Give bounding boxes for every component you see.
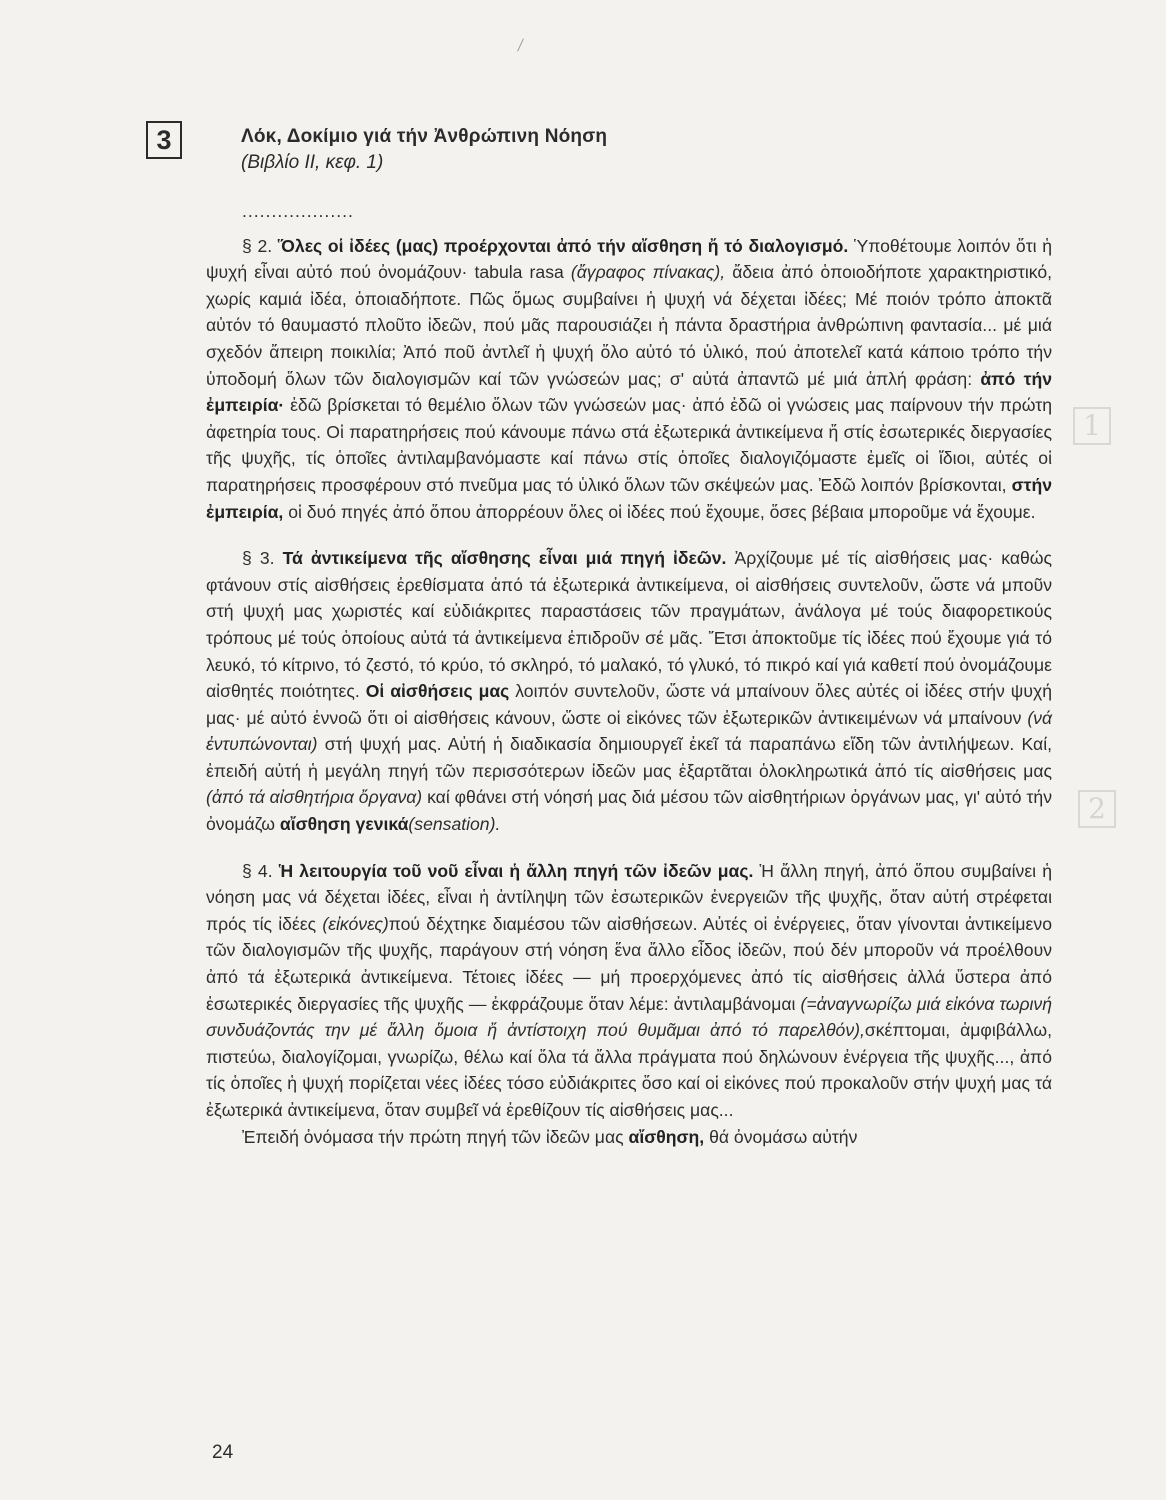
section-4-number: § 4. [242, 860, 273, 881]
section-2: § 2. Ὅλες οἱ ἰδέες (μας) προέρχονται ἀπό τήν αἴσθηση ἤ τό διαλογισμό. Ὑποθέτουμε λοιπόν ὅτι ἡ ψυχή εἶναι αὐτό πού ὀνομάζουν· tabula rasa (ἄγραφος πίνακας), ἄδεια ἀπό ὁποιοδήποτε χαρακτηριστικό, χωρίς καμιά ἰδέα, ὁποιαδήποτε. Πῶς ὅμως συμβαίνει ἡ ψυχή νά δέχεται ἰδέες; Μέ ποιόν τρόπο ἀποκτᾶ αὐτόν τό θαυμαστό πλοῦτο ἰδεῶν, πού μᾶς παρουσιάζει ἡ πάντα δραστήρια ἀνθρώπινη φαντασία... μέ μιά σχεδόν ἄπειρη ποικιλία; Ἀπό ποῦ ἀντλεῖ ἡ ψυχή ὅλο αὐτό τό ὑλικό, πού ἀποτελεῖ κατά κάποιο τρόπο τήν ὑποδομή ὅλων τῶν διαλογισμῶν καί τῶν γνώσεών μας; σ' αὐτά ἀπαντῶ μέ μιά ἁπλή φράση: ἀπό τήν ἐμπειρία· ἐδῶ βρίσκεται τό θεμέλιο ὅλων τῶν γνώσεών μας· ἀπό ἐδῶ οἱ γνώσεις μας παίρνουν τήν πρώτη ἀφετηρία τους. Οἱ παρατηρήσεις πού κάνουμε πάνω στά ἐξωτερικά ἀντικείμενα ἤ στίς ἐσωτερικές διεργασίες τῆς ψυχῆς, τίς ὁποῖες ἀντιλαμβανόμαστε καί πάνω στίς ὁποῖες διαλογιζόμαστε ἐμεῖς οἱ ἴδιοι, αὐτές οἱ παρατηρήσεις προσφέρουν στό πνεῦμα μας τό ὑλικό ὅλων τῶν σκέψεών μας. Ἐδῶ λοιπόν βρίσκονται, στήν ἐμπειρία, οἱ δυό πηγές ἀπό ὅπου ἀπορρέουν ὅλες οἱ ἰδέες πού ἔχουμε, ὅσες βέβαια μποροῦμε νά ἔχουμε. [206, 235, 1053, 522]
chapter-number-box: 3 [146, 121, 182, 159]
margin-mark-1: 1 [1073, 407, 1111, 445]
section-3-heading: Τά ἀντικείμενα τῆς αἴσθησης εἶναι μιά πηγή ἰδεῶν. [282, 548, 727, 569]
closing-paragraph: Ἐπειδή ὀνόμασα τήν πρώτη πηγή τῶν ἰδεῶν μας αἴσθηση, θά ὀνομάσω αὐτήν [242, 1126, 858, 1147]
chapter-heading [241, 124, 607, 176]
section-3-number: § 3. [242, 548, 275, 569]
pencil-tick-mark [517, 38, 524, 51]
margin-mark-2: 2 [1078, 790, 1116, 828]
page-number: 24 [212, 1442, 234, 1463]
section-3: § 3. Τά ἀντικείμενα τῆς αἴσθησης εἶναι μιά πηγή ἰδεῶν. Ἀρχίζουμε μέ τίς αἰσθήσεις μας· καθώς φτάνουν στίς αἰσθήσεις ἐρεθίσματα ἀπό τά ἐξωτερικά ἀντικείμενα, οἱ αἰσθήσεις συντελοῦν, ὥστε νά μποῦν στή ψυχή μας χωριστές καί εὐδιάκριτες παραστάσεις τῶν πραγμάτων, ἀνάλογα μέ τούς διαφορετικούς τρόπους μέ τούς ὁποίους αὐτά τά ἀντικείμενα ἐπιδροῦν σέ μᾶς. Ἔτσι ἀποκτοῦμε τίς ἰδέες πού ἔχουμε γιά τό λευκό, τό κίτρινο, τό ζεστό, τό κρύο, τό σκληρό, τό μαλακό, τό γλυκό, τό πικρό καί γιά καθετί πού ὀνομάζουμε αἰσθητές ποιότητες. Οἱ αἰσθήσεις μας λοιπόν συντελοῦν, ὥστε νά μπαίνουν ὅλες αὐτές οἱ ἰδέες στήν ψυχή μας· μέ αὐτό ἐννοῶ ὅτι οἱ αἰσθήσεις κάνουν, ὥστε οἱ εἰκόνες τῶν ἐξωτερικῶν ἀντικειμένων νά μπαίνουν (νά ἐντυπώνονται) στή ψυχή μας. Αὐτή ἡ διαδικασία δημιουργεῖ ἐκεῖ τά παραπάνω εἴδη τῶν ἀντιλήψεων. Καί, ἐπειδή αὐτή ἡ μεγάλη πηγή τῶν περισσότερων ἰδεῶν μας ἐξαρτᾶται ὁλοκληρωτικά ἀπό τίς αἰσθήσεις μας (ἀπό τά αἰσθητήρια ὄργανα) καί φθάνει στή νόησή μας διά μέσου τῶν αἰσθητήριων ὀργάνων μας, γι' αὐτό τήν ὀνομάζω αἴσθηση γενικά(sensation). [206, 548, 1053, 835]
section-4-heading: Ἡ λειτουργία τοῦ νοῦ εἶναι ἡ ἄλλη πηγή τῶν ἰδεῶν μας. [278, 860, 754, 881]
ellipsis-line: ................... [242, 201, 354, 221]
section-4: § 4. Ἡ λειτουργία τοῦ νοῦ εἶναι ἡ ἄλλη πηγή τῶν ἰδεῶν μας. Ἡ ἄλλη πηγή, ἀπό ὅπου συμβαίνει ἡ νόηση μας νά δέχεται ἰδέες, εἶναι ἡ ἀντίληψη τῶν ἐσωτερικῶν ἐνεργειῶν τῆς ψυχῆς, ὅταν αὐτή στρέφεται πρός τίς ἰδέες (εἰκόνες)πού δέχτηκε διαμέσου τῶν αἰσθήσεων. Αὐτές οἱ ἐνέργειες, ὅταν γίνονται ἀντικείμενο τῶν διαλογισμῶν τῆς ψυχῆς, παράγουν στή νόηση ἕνα ἄλλο εἶδος ἰδεῶν, πού δέν μποροῦν νά προέλθουν ἀπό τά ἐξωτερικά ἀντικείμενα. Τέτοιες ἰδέες — μή προερχόμενες ἀπό τίς αἰσθήσεις ἀλλά ὕστερα ἀπό ἐσωτερικές διεργασίες τῆς ψυχῆς — ἐκφράζουμε ὅταν λέμε: ἀντιλαμβάνομαι (=ἀναγνωρίζω μιά εἰκόνα τωρινή συνδυάζοντάς την μέ ἄλλη ὅμοια ἤ ἀντίστοιχη πού θυμᾶμαι ἀπό τό παρελθόν),σκέπτομαι, ἀμφιβάλλω, πιστεύω, διαλογίζομαι, γνωρίζω, θέλω καί ὅλα τά ἄλλα πράγματα πού δηλώνουν ἐνέργεια τῆς ψυχῆς..., ἀπό τίς ὁποῖες ἡ ψυχή πορίζεται νέες ἰδέες τόσο εὐδιάκριτες ὅσο καί οἱ εἰκόνες πού προκαλοῦν στήν ψυχή μας τά ἐξωτερικά ἀντικείμενα, ὅταν συμβεῖ νά ἐρεθίζουν τίς αἰσθήσεις μας... [206, 860, 1052, 1120]
section-2-heading: Ὅλες οἱ ἰδέες (μας) προέρχονται ἀπό τήν αἴσθηση ἤ τό διαλογισμό. [277, 235, 849, 256]
main-text [206, 198, 1052, 1150]
section-2-number: § 2. [242, 235, 273, 256]
chapter-title: Λόκ, Δοκίμιο γιά τήν Ἀνθρώπινη Νόηση [241, 126, 608, 147]
chapter-subtitle: (Βιβλίο ΙΙ, κεφ. 1) [241, 152, 384, 173]
